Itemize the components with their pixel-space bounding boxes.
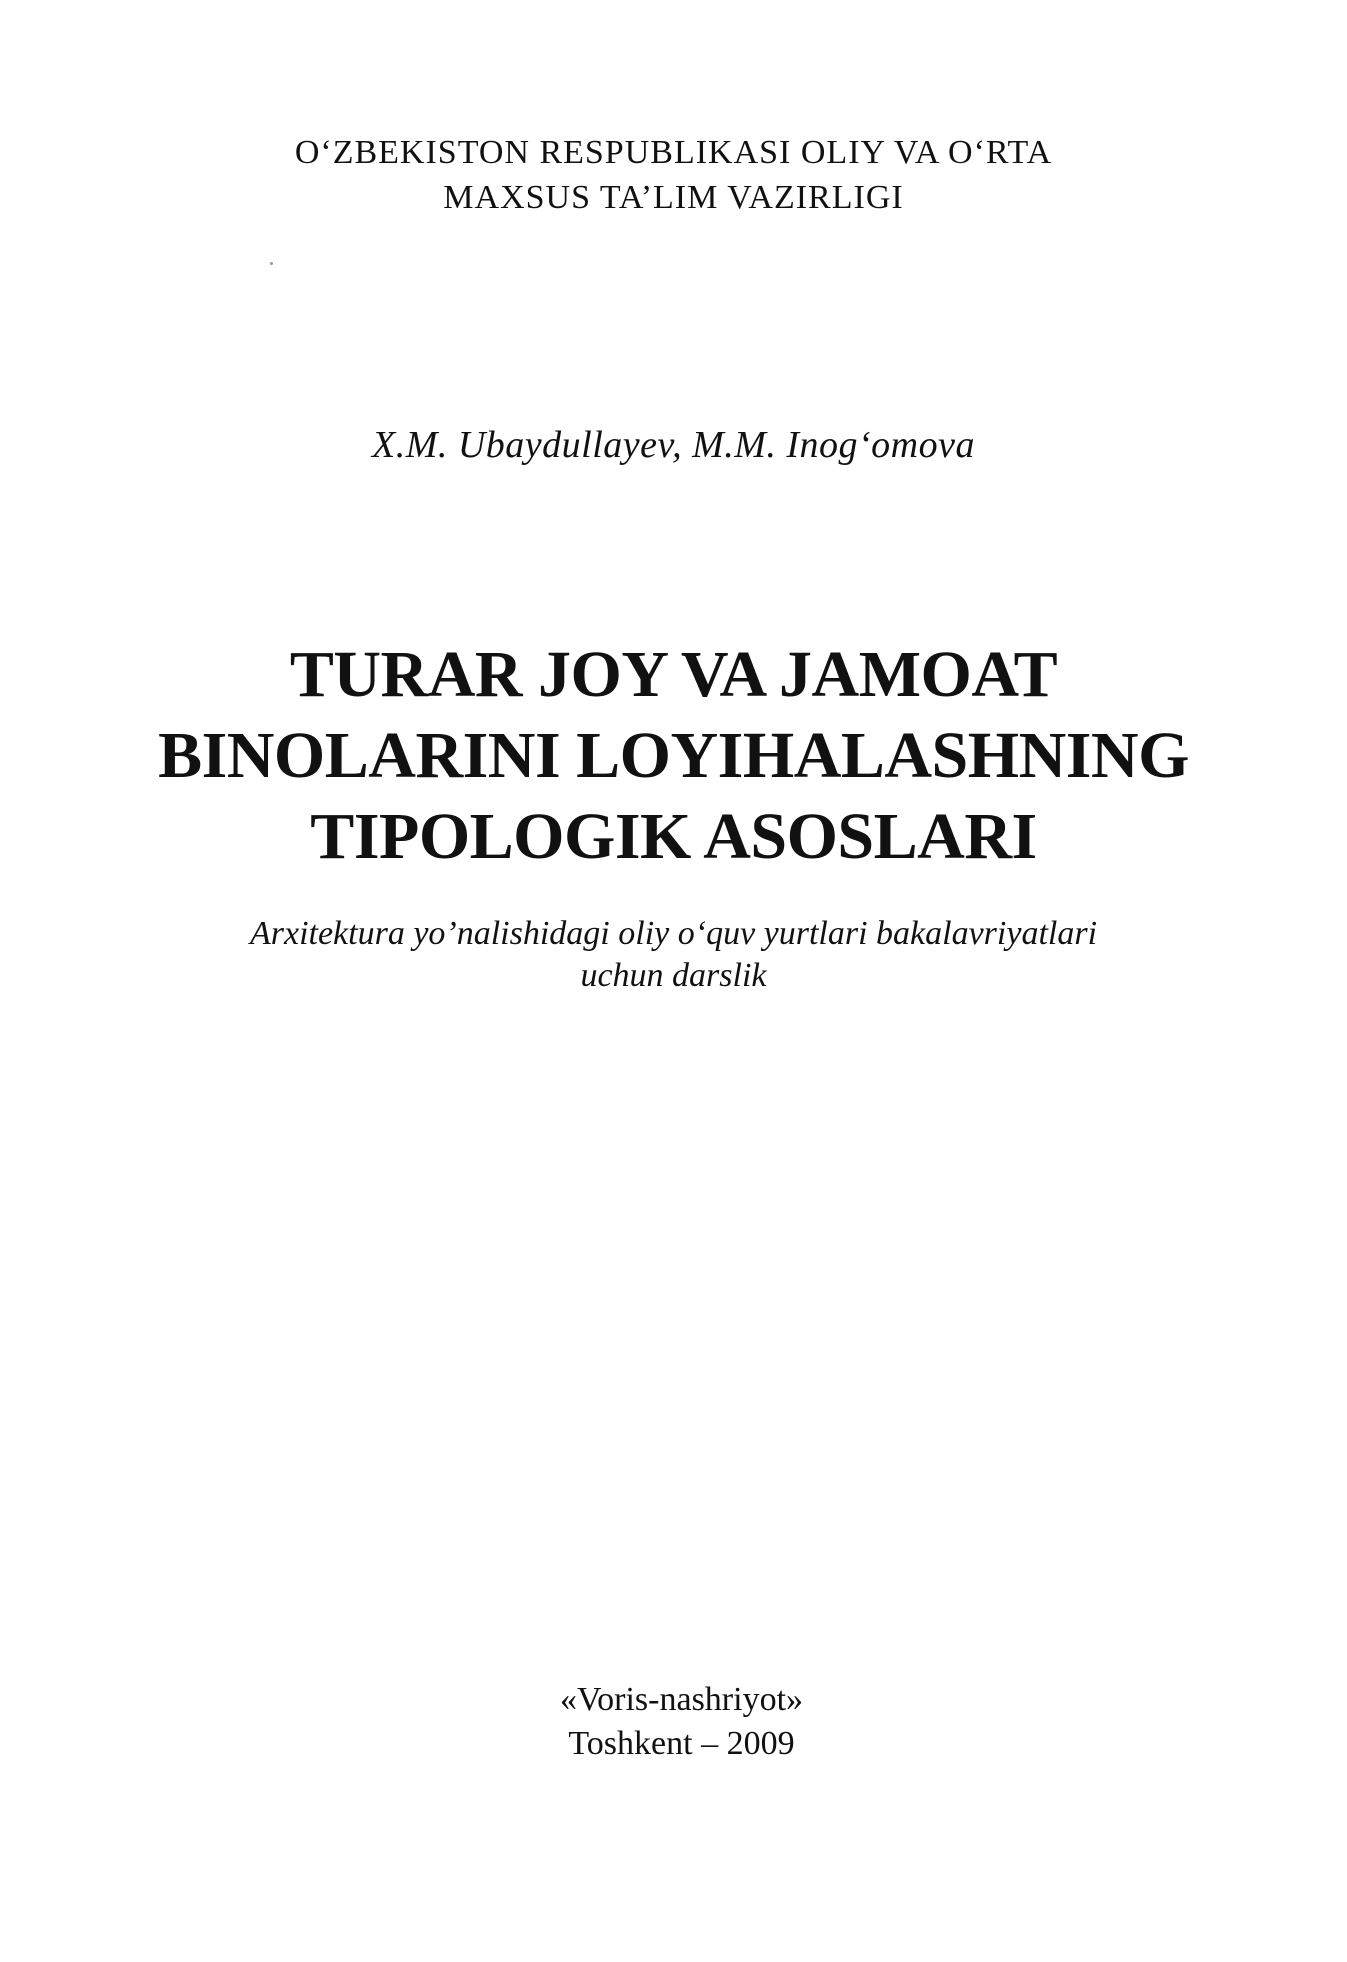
ministry-line-2: MAXSUS TA’LIM VAZIRLIGI <box>443 179 904 216</box>
ministry-line-1: O‘ZBEKISTON RESPUBLIKASI OLIY VA O‘RTA <box>294 134 1053 171</box>
book-title-line-1: TURAR JOY VA JAMOAT <box>289 638 1058 711</box>
subtitle-line-2: uchun darslik <box>580 957 767 994</box>
scan-speck <box>270 262 273 265</box>
publisher-city-year: Toshkent – 2009 <box>568 1725 795 1762</box>
book-title-line-3: TIPOLOGIK ASOSLARI <box>310 800 1037 873</box>
publisher-name: «Voris-nashriyot» <box>559 1681 804 1718</box>
authors: X.M. Ubaydullayev, M.M. Inog‘omova <box>372 424 975 466</box>
subtitle-line-1: Arxitektura yo’nalishidagi oliy o‘quv yurtlari bakalavriyatlari <box>249 915 1098 952</box>
book-title-line-2: BINOLARINI LOYIHALASHNING <box>158 719 1189 792</box>
